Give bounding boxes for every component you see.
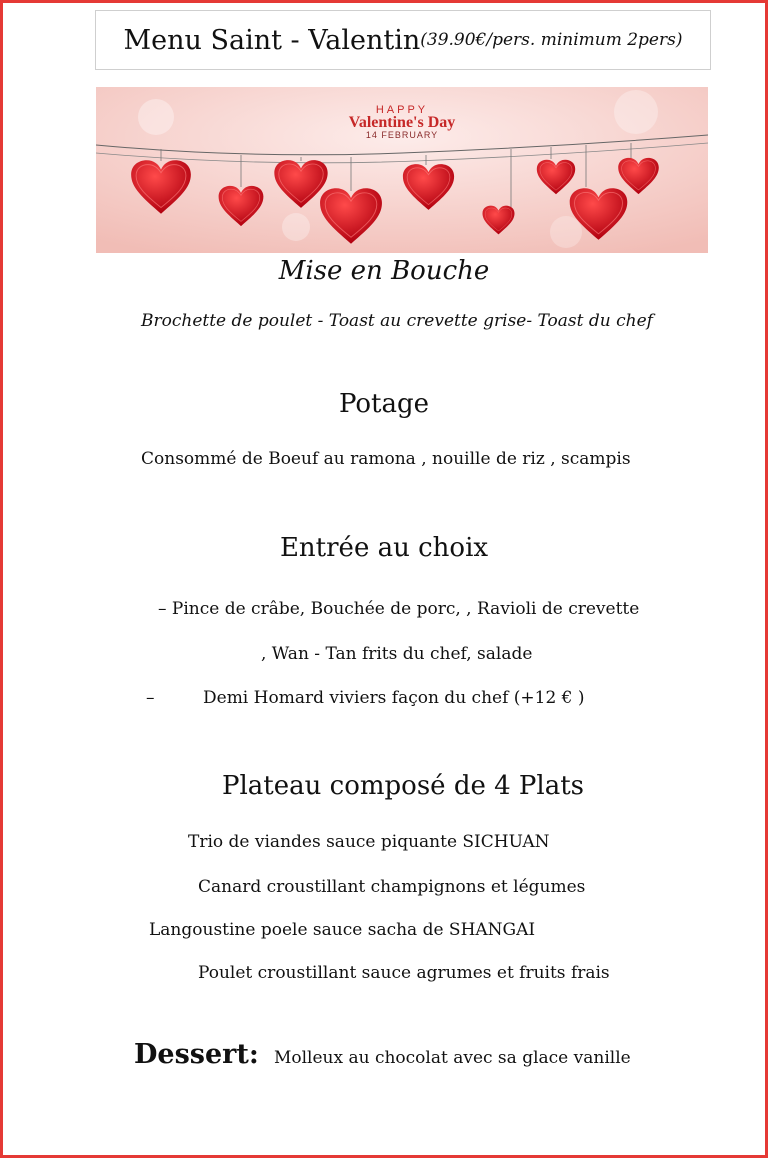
menu-title-box (95, 10, 711, 70)
valentine-banner-image (96, 87, 708, 253)
banner-happy: HAPPY (375, 104, 429, 116)
entree-option-dash: – (146, 688, 155, 708)
mise-en-bouche-item: Brochette de poulet - Toast au crevette grise- Toast du chef (141, 311, 653, 331)
dessert-line (134, 1039, 631, 1070)
mise-en-bouche-heading: Mise en Bouche (278, 256, 490, 286)
entree-item-1: – Pince de crâbe, Bouchée de porc, , Ravioli de crevette (158, 599, 640, 619)
plateau-item-2: Canard croustillant champignons et légumes (198, 877, 586, 897)
potage-item: Consommé de Boeuf au ramona , nouille de riz , scampis (141, 449, 631, 469)
plateau-item-3: Langoustine poele sauce sacha de SHANGAI (149, 920, 536, 940)
entree-item-2: , Wan - Tan frits du chef, salade (261, 644, 533, 664)
entree-heading: Entrée au choix (279, 533, 489, 563)
plateau-heading: Plateau composé de 4 Plats (222, 771, 585, 801)
potage-heading: Potage (338, 389, 430, 419)
entree-option-item: Demi Homard viviers façon du chef (+12 € ) (203, 688, 585, 708)
banner-date: 14 FEBRUARY (365, 130, 439, 140)
dessert-item: Molleux au chocolat avec sa glace vanille (273, 1048, 631, 1068)
valentine-banner (96, 87, 708, 253)
menu-price-note: (39.90€/pers. minimum 2pers) (420, 30, 683, 50)
dessert-label: Dessert: (134, 1039, 259, 1070)
menu-title: Menu Saint - Valentin (123, 24, 421, 56)
plateau-item-4: Poulet croustillant sauce agrumes et fruits frais (198, 963, 610, 983)
banner-valentines-day: Valentine's Day (348, 114, 456, 131)
plateau-item-1: Trio de viandes sauce piquante SICHUAN (188, 832, 550, 852)
